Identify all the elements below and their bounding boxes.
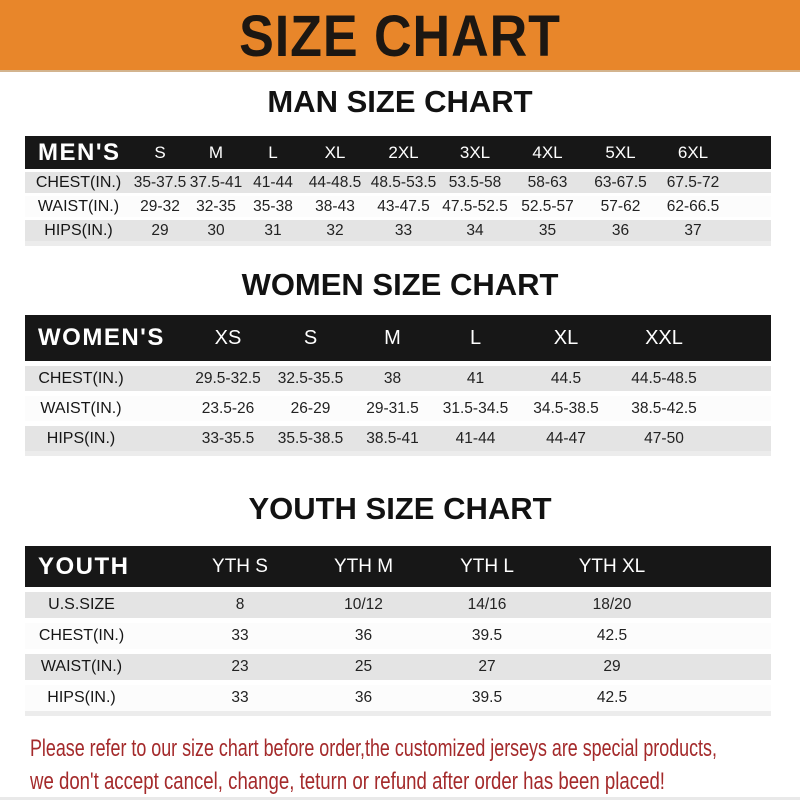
filler-cell [675, 623, 771, 649]
size-column-header: XL [518, 315, 614, 361]
size-value-cell: 38-43 [302, 196, 368, 217]
size-value-cell: 32 [302, 220, 368, 241]
size-value-cell: 35.5-38.5 [269, 426, 352, 451]
size-value-cell: 38 [352, 366, 433, 391]
man-section-heading: MAN SIZE CHART [267, 84, 533, 119]
size-column-header: L [433, 315, 518, 361]
size-value-cell: 37 [657, 220, 729, 241]
size-column-header: XS [187, 315, 269, 361]
disclaimer-line-2-text: we don't accept cancel, change, teturn or refund after order has been placed! [30, 768, 665, 795]
filler-cell [675, 592, 771, 618]
size-column-header: YTH M [302, 546, 425, 587]
size-value-cell: 26-29 [269, 396, 352, 421]
row-label: HIPS(IN.) [25, 685, 178, 711]
size-value-cell: 8 [178, 592, 302, 618]
row-label: WAIST(IN.) [25, 654, 178, 680]
filler-cell [729, 220, 771, 241]
size-value-cell: 42.5 [549, 623, 675, 649]
disclaimer-line-2 [30, 765, 800, 798]
size-value-cell: 30 [188, 220, 244, 241]
youth-table-container [0, 541, 800, 716]
size-value-cell: 47-50 [614, 426, 714, 451]
size-value-cell: 53.5-58 [439, 172, 511, 193]
row-label: CHEST(IN.) [25, 172, 132, 193]
size-value-cell: 33 [178, 623, 302, 649]
row-label: U.S.SIZE [25, 592, 178, 618]
order-disclaimer [0, 732, 800, 798]
table-row [25, 396, 771, 421]
size-column-header: 4XL [511, 136, 584, 169]
size-value-cell: 29-32 [132, 196, 188, 217]
size-value-cell: 58-63 [511, 172, 584, 193]
women-section-heading: WOMEN SIZE CHART [241, 267, 559, 302]
size-value-cell: 35-37.5 [132, 172, 188, 193]
table-row [25, 366, 771, 391]
women-size-table [25, 310, 771, 456]
size-value-cell: 41-44 [433, 426, 518, 451]
size-value-cell: 44-48.5 [302, 172, 368, 193]
row-label: CHEST(IN.) [25, 366, 187, 391]
size-value-cell: 57-62 [584, 196, 657, 217]
size-column-header: 5XL [584, 136, 657, 169]
size-column-header: XXL [614, 315, 714, 361]
disclaimer-line-1-text: Please refer to our size chart before order,the customized jerseys are special products, [30, 735, 717, 762]
size-value-cell: 41-44 [244, 172, 302, 193]
size-value-cell: 31.5-34.5 [433, 396, 518, 421]
size-column-header: S [132, 136, 188, 169]
size-column-header: XL [302, 136, 368, 169]
filler-cell [675, 546, 771, 587]
size-column-header: L [244, 136, 302, 169]
size-value-cell: 27 [425, 654, 549, 680]
size-value-cell: 62-66.5 [657, 196, 729, 217]
youth-section-heading: YOUTH SIZE CHART [248, 491, 552, 526]
table-row [25, 196, 771, 217]
size-value-cell: 34.5-38.5 [518, 396, 614, 421]
header-row [25, 546, 771, 587]
size-value-cell: 23.5-26 [187, 396, 269, 421]
table-row [25, 685, 771, 711]
table-bottom-strip [25, 451, 771, 456]
women-table-container [0, 310, 800, 456]
size-value-cell: 44.5-48.5 [614, 366, 714, 391]
row-label: CHEST(IN.) [25, 623, 178, 649]
man-table-container [0, 133, 800, 244]
size-value-cell: 29-31.5 [352, 396, 433, 421]
size-value-cell: 38.5-41 [352, 426, 433, 451]
filler-cell [714, 426, 771, 451]
size-value-cell: 10/12 [302, 592, 425, 618]
header-row [25, 315, 771, 361]
table-row [25, 592, 771, 618]
size-value-cell: 29.5-32.5 [187, 366, 269, 391]
size-value-cell: 52.5-57 [511, 196, 584, 217]
size-column-header: M [352, 315, 433, 361]
size-value-cell: 44.5 [518, 366, 614, 391]
size-value-cell: 32-35 [188, 196, 244, 217]
size-column-header: 6XL [657, 136, 729, 169]
row-label: HIPS(IN.) [25, 220, 132, 241]
row-label: WAIST(IN.) [25, 396, 187, 421]
size-value-cell: 33 [178, 685, 302, 711]
size-value-cell: 47.5-52.5 [439, 196, 511, 217]
header-row [25, 136, 771, 169]
size-value-cell: 38.5-42.5 [614, 396, 714, 421]
size-value-cell: 35-38 [244, 196, 302, 217]
size-value-cell: 32.5-35.5 [269, 366, 352, 391]
size-column-header: M [188, 136, 244, 169]
size-value-cell: 43-47.5 [368, 196, 439, 217]
filler-cell [714, 366, 771, 391]
size-value-cell: 42.5 [549, 685, 675, 711]
size-value-cell: 44-47 [518, 426, 614, 451]
size-column-header: YTH L [425, 546, 549, 587]
size-value-cell: 33-35.5 [187, 426, 269, 451]
size-value-cell: 31 [244, 220, 302, 241]
size-value-cell: 41 [433, 366, 518, 391]
table-bottom-strip [25, 711, 771, 716]
table-row [25, 172, 771, 193]
banner-title: SIZE CHART [239, 1, 561, 69]
table-title-cell: YOUTH [25, 546, 178, 587]
size-column-header: YTH S [178, 546, 302, 587]
size-value-cell: 34 [439, 220, 511, 241]
size-column-header: 3XL [439, 136, 511, 169]
disclaimer-line-1 [30, 732, 800, 765]
table-bottom-strip [25, 241, 771, 246]
size-value-cell: 29 [549, 654, 675, 680]
size-value-cell: 37.5-41 [188, 172, 244, 193]
size-value-cell: 18/20 [549, 592, 675, 618]
size-value-cell: 14/16 [425, 592, 549, 618]
row-label: HIPS(IN.) [25, 426, 187, 451]
size-column-header: YTH XL [549, 546, 675, 587]
table-row [25, 220, 771, 241]
size-value-cell: 23 [178, 654, 302, 680]
size-value-cell: 39.5 [425, 623, 549, 649]
size-value-cell: 39.5 [425, 685, 549, 711]
filler-cell [714, 315, 771, 361]
size-value-cell: 36 [584, 220, 657, 241]
table-row [25, 426, 771, 451]
size-value-cell: 63-67.5 [584, 172, 657, 193]
youth-size-table [25, 541, 771, 716]
size-value-cell: 36 [302, 685, 425, 711]
filler-cell [729, 196, 771, 217]
filler-cell [729, 172, 771, 193]
table-title-cell: MEN'S [25, 136, 132, 169]
size-value-cell: 48.5-53.5 [368, 172, 439, 193]
table-row [25, 654, 771, 680]
size-value-cell: 25 [302, 654, 425, 680]
man-size-table [25, 133, 771, 244]
size-value-cell: 67.5-72 [657, 172, 729, 193]
filler-cell [729, 136, 771, 169]
filler-cell [714, 396, 771, 421]
filler-cell [675, 654, 771, 680]
table-title-cell: WOMEN'S [25, 315, 187, 361]
size-column-header: 2XL [368, 136, 439, 169]
size-value-cell: 36 [302, 623, 425, 649]
size-chart-banner [0, 0, 800, 72]
size-value-cell: 35 [511, 220, 584, 241]
filler-cell [675, 685, 771, 711]
size-value-cell: 33 [368, 220, 439, 241]
size-value-cell: 29 [132, 220, 188, 241]
row-label: WAIST(IN.) [25, 196, 132, 217]
size-column-header: S [269, 315, 352, 361]
table-row [25, 623, 771, 649]
